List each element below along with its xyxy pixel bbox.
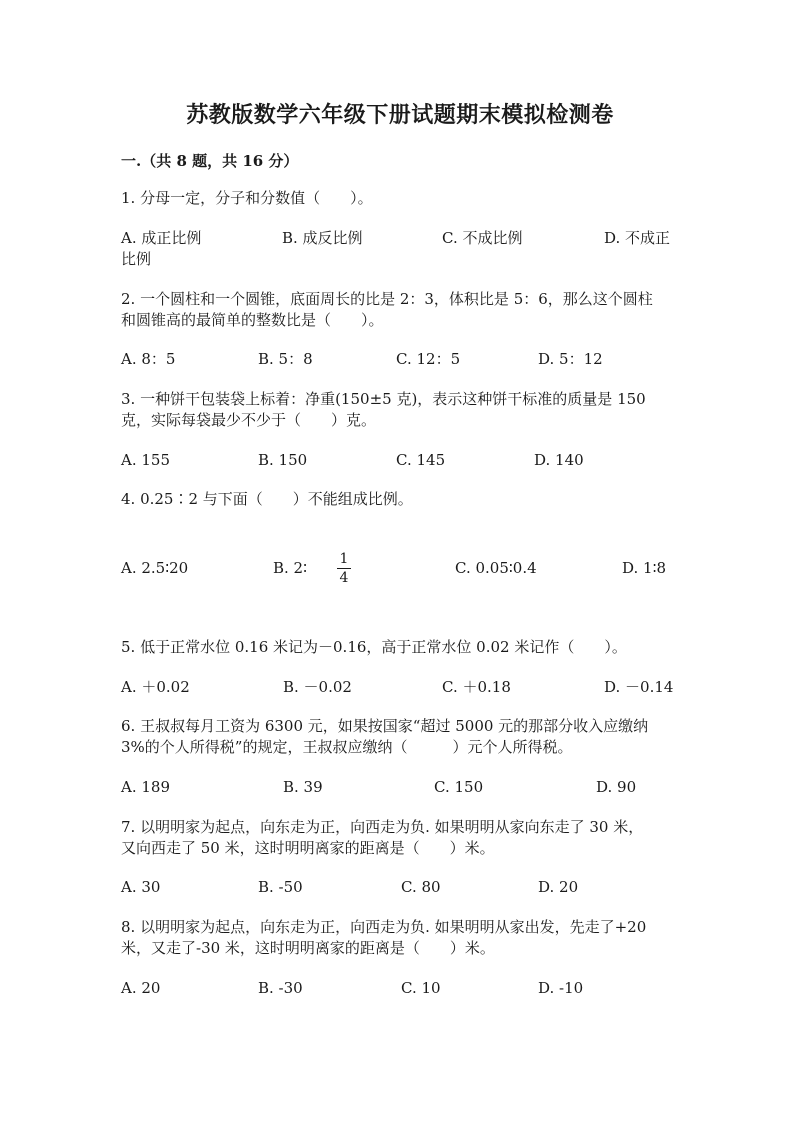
fraction-numerator: 1 <box>339 551 349 567</box>
question-2-option-b: B. 5：8 <box>258 350 313 368</box>
question-4-option-c: C. 0.05∶0.4 <box>455 559 537 577</box>
question-7-option-d: D. 20 <box>538 878 579 896</box>
question-1-option-c: C. 不成比例 <box>442 229 523 247</box>
question-6-option-d: D. 90 <box>596 778 637 796</box>
question-4-text: 4. 0.25∶2 与下面（ ）不能组成比例。 <box>121 490 413 508</box>
question-1-text: 1. 分母一定，分子和分数值（ ）。 <box>121 189 373 207</box>
question-6-line-2: 3%的个人所得税”的规定，王叔叔应缴纳（ ）元个人所得税。 <box>121 738 573 756</box>
question-1-option-b: B. 成反比例 <box>282 229 363 247</box>
question-7-line-2: 又向西走了 50 米，这时明明离家的距离是（ ）米。 <box>121 839 495 857</box>
question-3-option-b: B. 150 <box>258 451 308 469</box>
page-title: 苏教版数学六年级下册试题期末模拟检测卷 <box>186 102 614 128</box>
question-3-option-c: C. 145 <box>396 451 446 469</box>
question-2-line-2: 和圆锥高的最简单的整数比是（ ）。 <box>121 311 384 329</box>
question-4-option-d: D. 1∶8 <box>622 559 667 577</box>
question-1-option-d: D. 不成正 <box>604 229 671 247</box>
question-6-line-1: 6. 王叔叔每月工资为 6300 元，如果按国家“超过 5000 元的那部分收入应缴纳 <box>121 717 649 735</box>
question-3-line-2: 克，实际每袋最少不少于（ ）克。 <box>121 411 377 429</box>
question-8-option-a: A. 20 <box>121 979 161 997</box>
question-4-option-b: B. 2∶ <box>273 559 308 577</box>
question-5-option-c: C. ＋0.18 <box>442 678 511 696</box>
question-6-option-c: C. 150 <box>434 778 484 796</box>
question-6-option-a: A. 189 <box>121 778 170 796</box>
question-8-line-1: 8. 以明明家为起点，向东走为正，向西走为负. 如果明明从家出发，先走了+20 <box>121 918 647 936</box>
question-6-option-b: B. 39 <box>283 778 323 796</box>
question-7-option-c: C. 80 <box>401 878 441 896</box>
question-8-option-b: B. -30 <box>258 979 303 997</box>
question-1-option-d-wrap: 比例 <box>121 250 152 268</box>
question-5-option-a: A. ＋0.02 <box>121 678 190 696</box>
question-3-option-d: D. 140 <box>534 451 584 469</box>
question-7-option-b: B. -50 <box>258 878 303 896</box>
question-8-option-c: C. 10 <box>401 979 441 997</box>
question-2-option-d: D. 5：12 <box>538 350 603 368</box>
question-5-option-d: D. －0.14 <box>604 678 674 696</box>
fraction-denominator: 4 <box>339 570 349 586</box>
fraction-bar <box>337 568 351 569</box>
question-8-option-d: D. -10 <box>538 979 584 997</box>
question-4-option-b-fraction <box>337 551 351 586</box>
section-heading: 一.（共 8 题，共 16 分） <box>121 152 299 170</box>
question-5-option-b: B. －0.02 <box>283 678 352 696</box>
question-2-line-1: 2. 一个圆柱和一个圆锥，底面周长的比是 2：3，体积比是 5：6，那么这个圆柱 <box>121 290 653 308</box>
question-2-option-a: A. 8：5 <box>121 350 176 368</box>
question-2-option-c: C. 12：5 <box>396 350 461 368</box>
question-3-line-1: 3. 一种饼干包装袋上标着：净重(150±5 克)，表示这种饼干标准的质量是 150 <box>121 390 646 408</box>
question-4-option-a: A. 2.5∶20 <box>121 559 189 577</box>
question-7-option-a: A. 30 <box>121 878 161 896</box>
question-5-text: 5. 低于正常水位 0.16 米记为－0.16，高于正常水位 0.02 米记作（ ）。 <box>121 638 627 656</box>
question-8-line-2: 米，又走了-30 米，这时明明离家的距离是（ ）米。 <box>121 939 495 957</box>
question-7-line-1: 7. 以明明家为起点，向东走为正，向西走为负. 如果明明从家向东走了 30 米， <box>121 818 644 836</box>
question-1-option-a: A. 成正比例 <box>121 229 202 247</box>
question-3-option-a: A. 155 <box>121 451 170 469</box>
